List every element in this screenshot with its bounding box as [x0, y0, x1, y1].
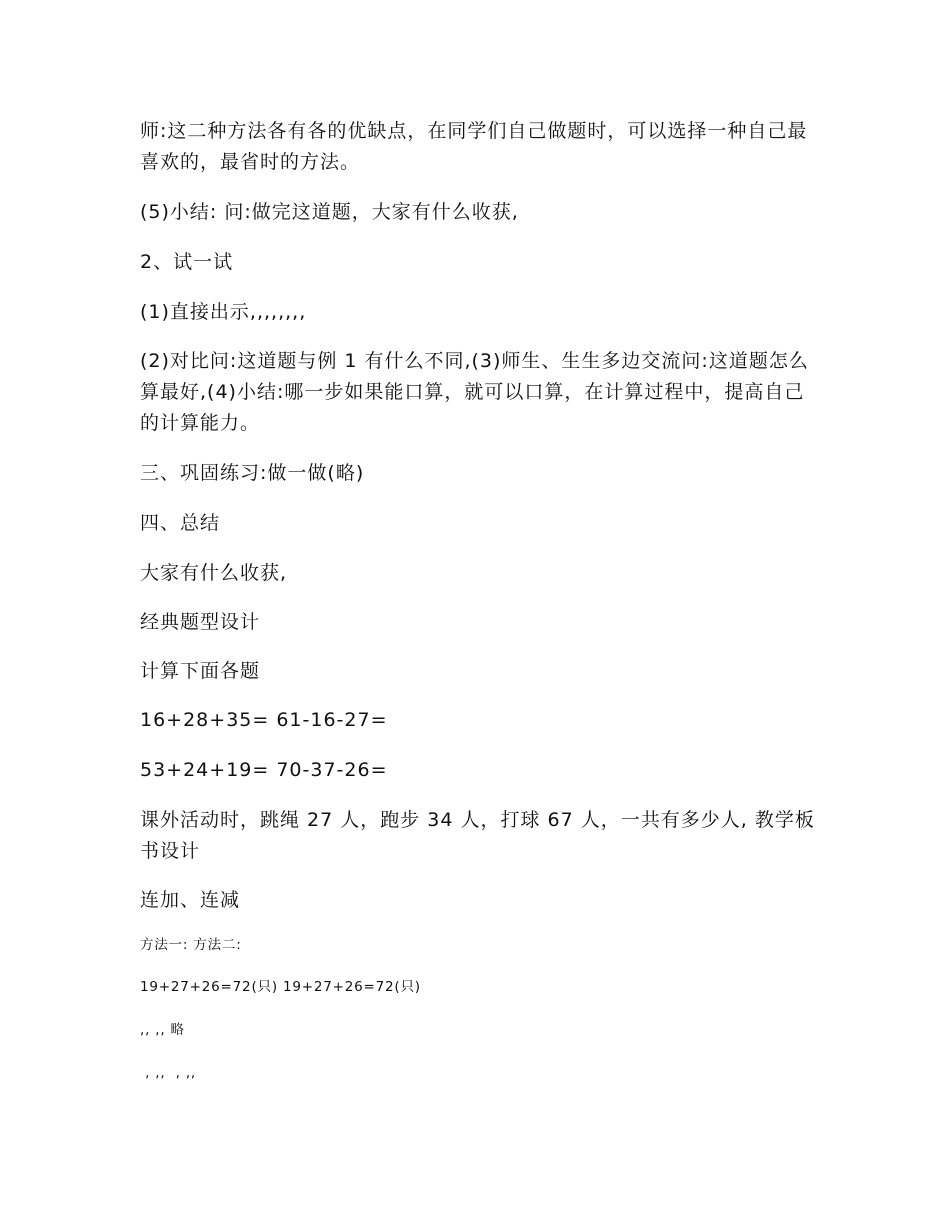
- paragraph-word-problem: 课外活动时，跳绳 27 人，跑步 34 人，打球 67 人，一共有多少人, 教学板书设计: [140, 809, 815, 862]
- heading-conclusion: 四、总结: [140, 512, 221, 534]
- paragraph-direct-show: (1)直接出示,,,,,,,,: [140, 301, 307, 323]
- paragraph-compare-exchange: (2)对比问:这道题与例 1 有什么不同,(3)师生、生生多边交流问:这道题怎么算最好,(4)小结:哪一步如果能口算，就可以口算，在计算过程中，提高自己的计算能力。: [140, 350, 809, 434]
- heading-classic-problems: 经典题型设计: [140, 611, 261, 633]
- paragraph-summary-question: (5)小结: 问:做完这道题，大家有什么收获,: [140, 201, 519, 223]
- heading-board-title: 连加、连减: [140, 889, 241, 911]
- board-marks-row-1: ,, ,, 略: [140, 1022, 185, 1038]
- heading-practice: 三、巩固练习:做一做(略): [140, 462, 365, 484]
- paragraph-method-comparison: 师:这二种方法各有各的优缺点，在同学们自己做题时，可以选择一种自己最喜欢的，最省时的方法。: [140, 120, 808, 173]
- heading-try-it: 2、试一试: [140, 251, 234, 273]
- paragraph-what-learned: 大家有什么收获,: [140, 562, 288, 584]
- exercise-row-2: 53+24+19= 70-37-26=: [140, 759, 388, 781]
- board-equations: 19+27+26=72(只) 19+27+26=72(只): [140, 979, 421, 995]
- exercise-row-1: 16+28+35= 61-16-27=: [140, 709, 388, 731]
- board-marks-row-2: , ,, , ,,: [140, 1065, 197, 1081]
- heading-calculate: 计算下面各题: [140, 660, 261, 682]
- board-method-labels: 方法一: 方法二:: [140, 937, 242, 953]
